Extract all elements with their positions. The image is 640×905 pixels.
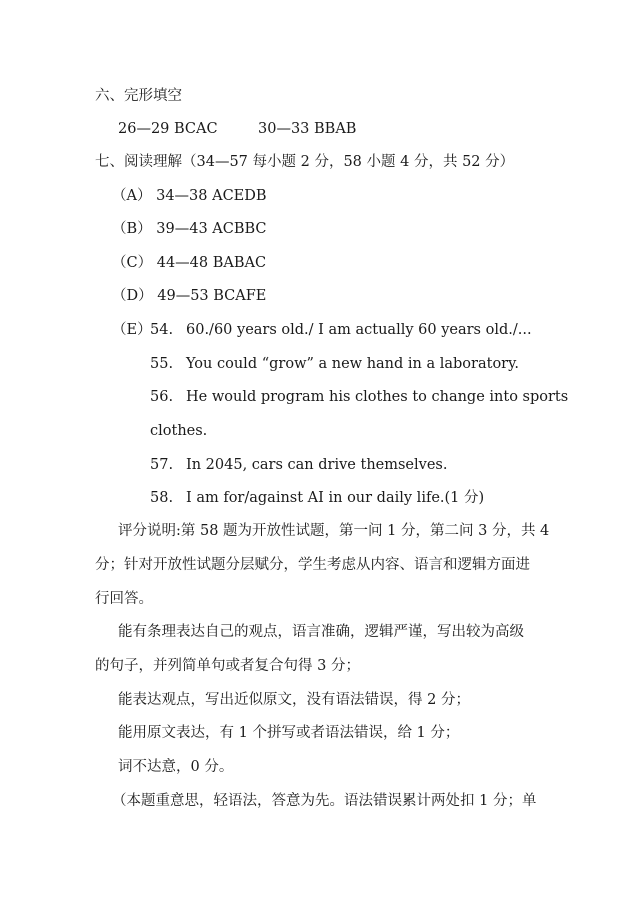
cloze-answers-2: 30—33 BBAB bbox=[258, 121, 357, 137]
e-item-57-num: 57. bbox=[150, 457, 174, 473]
scoring-level0: 词不达意，0 分。 bbox=[118, 759, 234, 775]
section-answer: 39—43 ACBBC bbox=[156, 221, 267, 237]
e-item-57-text: In 2045, cars can drive themselves. bbox=[186, 457, 448, 473]
section-label: （B） bbox=[112, 221, 152, 237]
reading-section-c bbox=[112, 253, 266, 273]
e-item-56-text: He would program his clothes to change into sports bbox=[186, 389, 569, 405]
e-item-55-text: You could “grow” a new hand in a laboratory. bbox=[186, 356, 519, 372]
section-label: （A） bbox=[112, 188, 152, 204]
e-item-56-num: 56. bbox=[150, 389, 174, 405]
section-label: （D） bbox=[112, 288, 153, 304]
scoring-level1: 能用原文表达，有 1 个拼写或者语法错误，给 1 分； bbox=[118, 725, 460, 741]
cloze-answers-1: 26—29 BCAC bbox=[118, 121, 218, 137]
scoring-line-1: 评分说明:第 58 题为开放性试题，第一问 1 分，第二问 3 分，共 4 bbox=[118, 523, 550, 539]
reading-section-a bbox=[112, 186, 267, 206]
reading-section-d bbox=[112, 286, 266, 306]
scoring-level2: 能表达观点，写出近似原文，没有语法错误，得 2 分； bbox=[118, 692, 470, 708]
section-answer: 44—48 BABAC bbox=[156, 255, 267, 271]
scoring-line-2: 分；针对开放性试题分层赋分，学生考虑从内容、语言和逻辑方面进 bbox=[95, 557, 530, 573]
cloze-heading: 六、完形填空 bbox=[95, 88, 182, 104]
e-item-55-num: 55. bbox=[150, 356, 174, 372]
section-answer: 49—53 BCAFE bbox=[157, 288, 267, 304]
reading-section-e-label: （E） bbox=[112, 322, 152, 338]
e-item-54-num: 54. bbox=[150, 322, 174, 338]
e-item-58-text: I am for/against AI in our daily life.(1 分) bbox=[186, 490, 485, 506]
scoring-level3-line1: 能有条理表达自己的观点，语言准确，逻辑严谨，写出较为高级 bbox=[118, 624, 524, 640]
e-item-58-num: 58. bbox=[150, 490, 174, 506]
scoring-line-3: 行回答。 bbox=[95, 591, 153, 607]
reading-heading: 七、阅读理解（34—57 每小题 2 分，58 小题 4 分，共 52 分） bbox=[95, 154, 515, 170]
section-answer: 34—38 ACEDB bbox=[156, 188, 267, 204]
e-item-54-text: 60./60 years old./ I am actually 60 years old./... bbox=[186, 322, 532, 338]
section-label: （C） bbox=[112, 255, 153, 271]
scoring-note: （本题重意思，轻语法，答意为先。语法错误累计两处扣 1 分；单 bbox=[112, 793, 537, 809]
reading-section-b bbox=[112, 219, 267, 239]
e-item-56-continuation: clothes. bbox=[150, 423, 208, 439]
scoring-level3-line2: 的句子，并列简单句或者复合句得 3 分； bbox=[95, 658, 360, 674]
